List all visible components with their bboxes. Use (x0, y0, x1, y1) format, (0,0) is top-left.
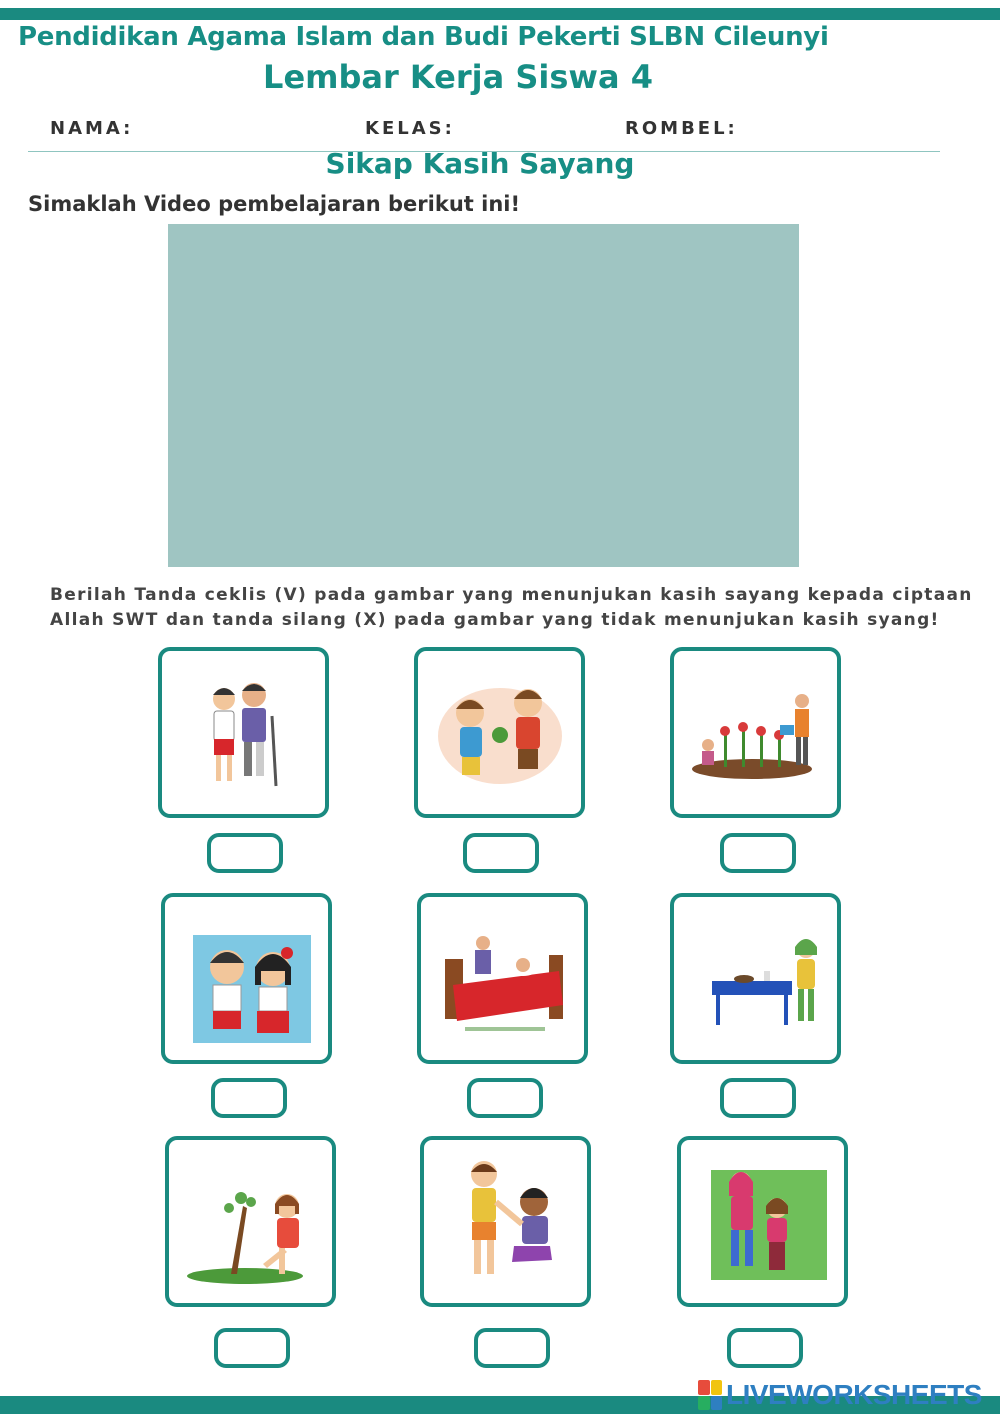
picture-card-9 (677, 1136, 848, 1307)
picture-card-7 (165, 1136, 336, 1307)
picture-card-3 (670, 647, 841, 818)
task-line-2: Allah SWT dan tanda silang (X) pada gambar yang tidak menunjukan kasih syang! (50, 610, 940, 630)
liveworksheets-logo (698, 1378, 982, 1412)
task-instruction (50, 583, 990, 633)
liveworksheets-brand-text: LIVEWORKSHEETS (726, 1379, 982, 1410)
comforting-friend-image (691, 1150, 834, 1293)
video-player[interactable] (168, 224, 799, 567)
picture-card-1 (158, 647, 329, 818)
answer-box-9[interactable] (727, 1328, 803, 1368)
cleaning-table-image (684, 907, 827, 1050)
liveworksheets-logo-icon (698, 1380, 722, 1410)
children-fighting-image (428, 661, 571, 804)
answer-box-3[interactable] (720, 833, 796, 873)
picture-card-8 (420, 1136, 591, 1307)
answer-box-2[interactable] (463, 833, 539, 873)
answer-box-4[interactable] (211, 1078, 287, 1118)
task-line-1: Berilah Tanda ceklis (V) pada gambar yang menunjukan kasih sayang kepada ciptaan (50, 585, 973, 605)
watering-plants-image (684, 661, 827, 804)
picture-card-4 (161, 893, 332, 1064)
worksheet-title: Lembar Kerja Siswa 4 (263, 58, 653, 96)
helping-fallen-friend-image (434, 1150, 577, 1293)
helping-friend-crutch-image (172, 661, 315, 804)
top-accent-bar (0, 8, 1000, 20)
answer-box-1[interactable] (207, 833, 283, 873)
school-heading: Pendidikan Agama Islam dan Budi Pekerti SLBN Cileunyi (18, 22, 829, 52)
picture-card-6 (670, 893, 841, 1064)
answer-box-7[interactable] (214, 1328, 290, 1368)
group-label: ROMBEL: (625, 118, 738, 139)
caring-sick-person-image (431, 907, 574, 1050)
kicking-tree-image (179, 1150, 322, 1293)
video-instruction: Simaklah Video pembelajaran berikut ini! (28, 192, 521, 216)
children-quarrel-image (175, 907, 318, 1050)
class-label: KELAS: (365, 118, 455, 139)
answer-box-8[interactable] (474, 1328, 550, 1368)
answer-box-5[interactable] (467, 1078, 543, 1118)
name-label: NAMA: (50, 118, 134, 139)
picture-card-5 (417, 893, 588, 1064)
picture-card-2 (414, 647, 585, 818)
section-title: Sikap Kasih Sayang (325, 147, 635, 180)
answer-box-6[interactable] (720, 1078, 796, 1118)
